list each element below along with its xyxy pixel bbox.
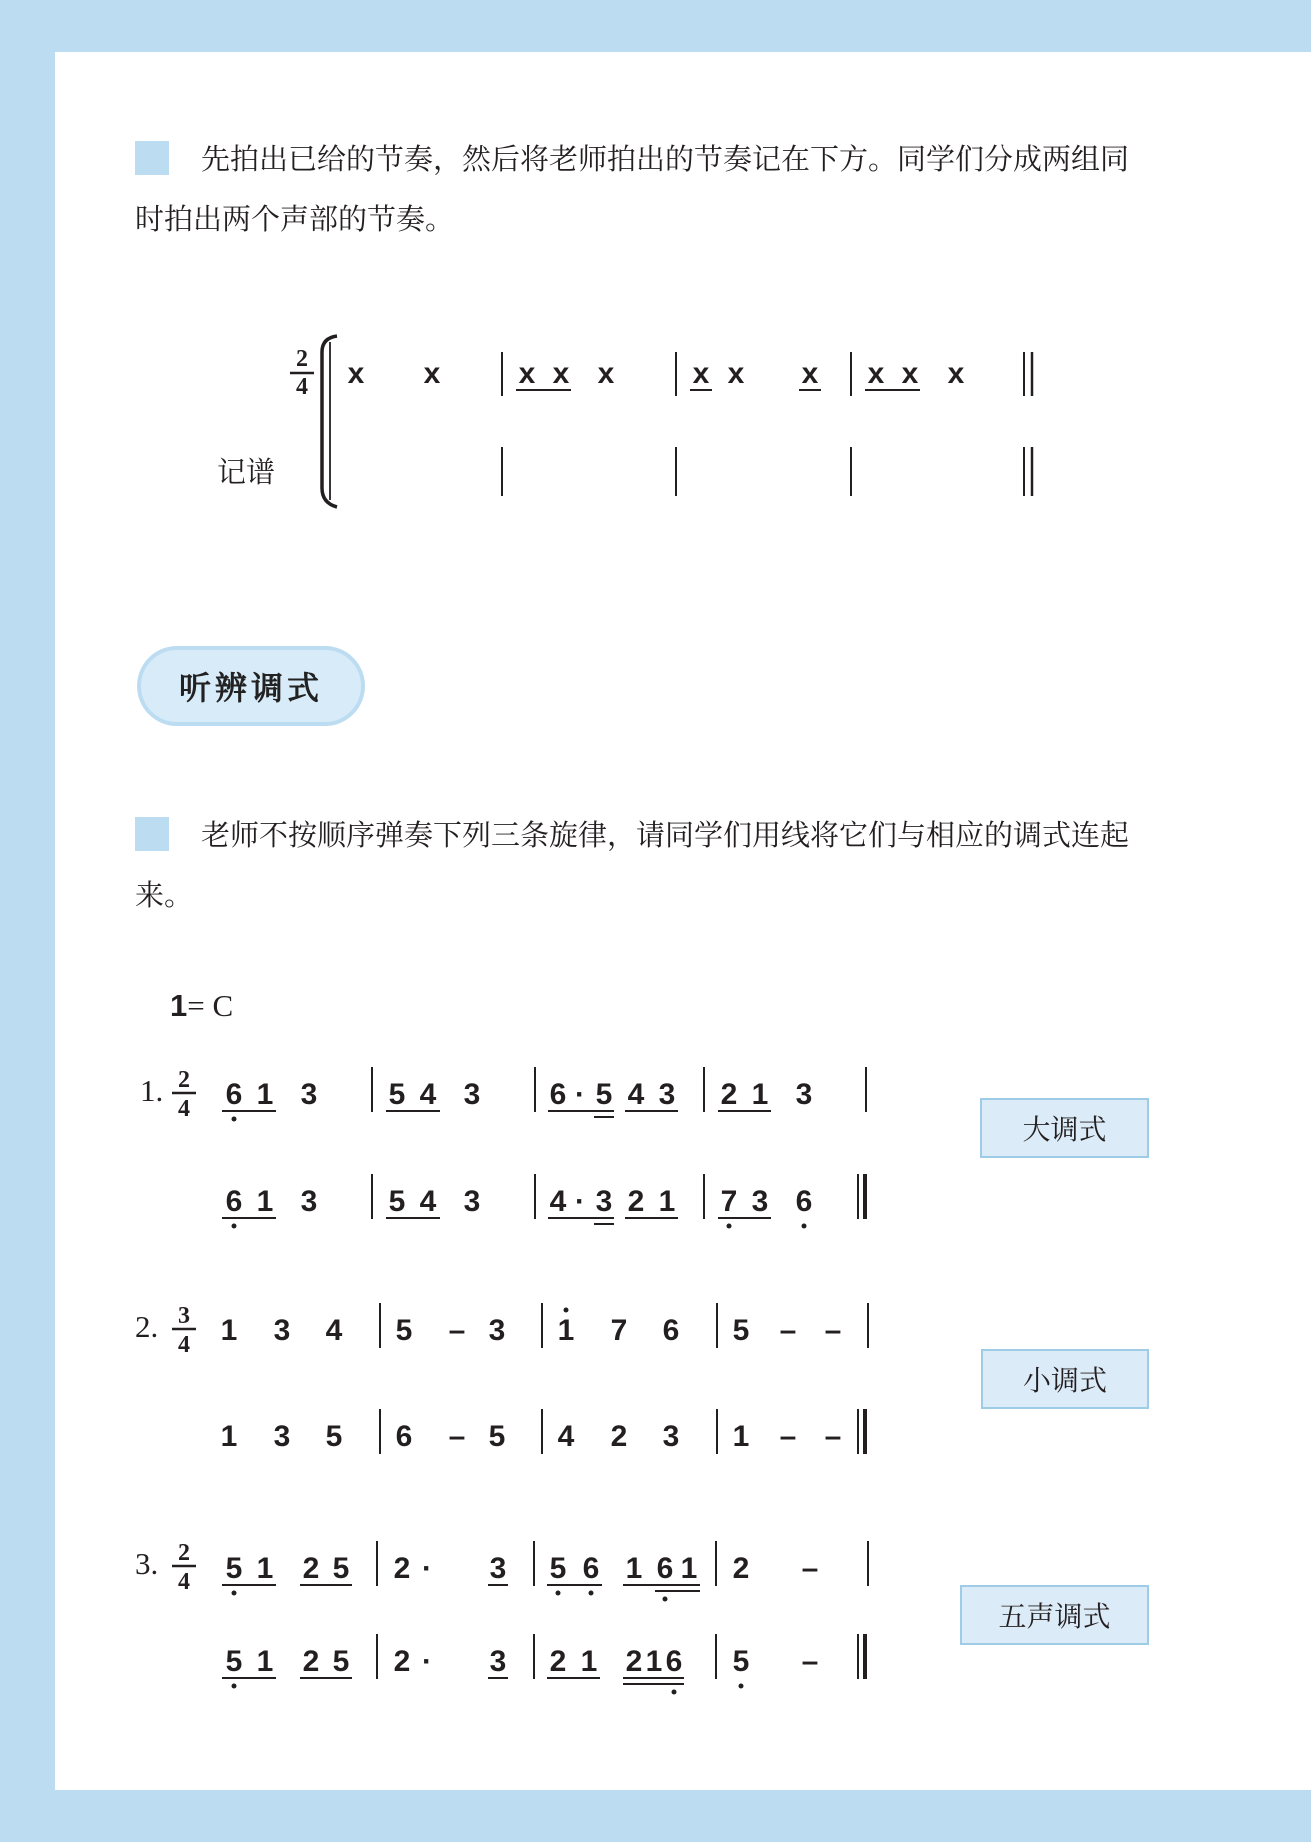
rhythm-note: x [552, 357, 570, 390]
svg-text:6: 6 [549, 1078, 567, 1111]
svg-text:1: 1 [732, 1420, 750, 1453]
svg-text:5: 5 [395, 1314, 413, 1347]
melody-time-bottom: 4 [178, 1569, 190, 1595]
svg-text:4: 4 [419, 1185, 437, 1218]
svg-text:1: 1 [256, 1185, 274, 1218]
rhythm-note: x [901, 357, 919, 390]
svg-text:·: · [422, 1552, 432, 1585]
svg-text:6: 6 [225, 1078, 243, 1111]
svg-text:6: 6 [665, 1645, 683, 1678]
svg-text:7: 7 [720, 1185, 738, 1218]
svg-text:4: 4 [549, 1185, 567, 1218]
melody-1-line-2 [222, 1174, 865, 1229]
svg-text:1: 1 [658, 1185, 676, 1218]
rhythm-note: x [518, 357, 536, 390]
svg-text:–: – [448, 1420, 466, 1453]
svg-text:1: 1 [256, 1552, 274, 1585]
svg-text:3: 3 [489, 1645, 507, 1678]
svg-text:5: 5 [388, 1078, 406, 1111]
svg-text:–: – [779, 1314, 797, 1347]
svg-text:3: 3 [273, 1420, 291, 1453]
svg-text:6: 6 [582, 1552, 600, 1585]
svg-text:–: – [801, 1645, 819, 1678]
mode-box-minor[interactable]: 小调式 [981, 1349, 1149, 1409]
melody-number: 3. [135, 1546, 159, 1581]
melody-1-line-1 [222, 1067, 866, 1122]
svg-text:–: – [801, 1552, 819, 1585]
rhythm-note: x [867, 357, 885, 390]
melody-2-line-1 [221, 1303, 868, 1348]
svg-text:1: 1 [751, 1078, 769, 1111]
svg-text:2: 2 [627, 1185, 645, 1218]
svg-text:6: 6 [225, 1185, 243, 1218]
svg-text:·: · [422, 1645, 432, 1678]
melody-time-top: 2 [178, 1067, 190, 1093]
svg-text:3: 3 [795, 1078, 813, 1111]
svg-text:3: 3 [488, 1314, 506, 1347]
svg-text:5: 5 [325, 1420, 343, 1453]
svg-text:–: – [824, 1420, 842, 1453]
svg-text:·: · [575, 1078, 585, 1111]
svg-text:2: 2 [302, 1645, 320, 1678]
svg-text:2: 2 [610, 1420, 628, 1453]
melody-3 [135, 1540, 868, 1695]
svg-text:5: 5 [732, 1314, 750, 1347]
svg-text:–: – [824, 1314, 842, 1347]
svg-text:5: 5 [332, 1552, 350, 1585]
svg-text:3: 3 [658, 1078, 676, 1111]
melody-number: 1. [140, 1073, 164, 1108]
mode-box-pentatonic[interactable]: 五声调式 [960, 1585, 1149, 1645]
section-title-pill: 听辨调式 [137, 646, 365, 726]
svg-text:2: 2 [393, 1552, 411, 1585]
melody-3-line-2 [222, 1634, 865, 1695]
exercise1-text: 先拍出已给的节奏，然后将老师拍出的节奏记在下方。同学们分成两组同时拍出两个声部的节奏。 [135, 144, 1130, 236]
svg-text:1: 1 [580, 1645, 598, 1678]
svg-text:7: 7 [610, 1314, 628, 1347]
svg-text:5: 5 [225, 1552, 243, 1585]
svg-text:–: – [779, 1420, 797, 1453]
exercise2-text: 老师不按顺序弹奏下列三条旋律，请同学们用线将它们与相应的调式连起来。 [135, 820, 1130, 912]
svg-text:6: 6 [656, 1552, 674, 1585]
rhythm-note: x [692, 357, 710, 390]
svg-text:5: 5 [595, 1078, 613, 1111]
key-tonic: 1 [170, 988, 188, 1023]
svg-text:4: 4 [419, 1078, 437, 1111]
svg-text:·: · [575, 1185, 585, 1218]
melody-time-top: 2 [178, 1540, 190, 1566]
melody-2-line-2 [221, 1409, 865, 1454]
svg-text:1: 1 [220, 1314, 238, 1347]
svg-text:5: 5 [332, 1645, 350, 1678]
svg-text:5: 5 [549, 1552, 567, 1585]
svg-text:3: 3 [463, 1185, 481, 1218]
svg-text:–: – [448, 1314, 466, 1347]
melody-number: 2. [135, 1309, 159, 1344]
svg-text:2: 2 [549, 1645, 567, 1678]
mode-box-major[interactable]: 大调式 [980, 1098, 1149, 1158]
svg-text:1: 1 [256, 1078, 274, 1111]
svg-text:3: 3 [489, 1552, 507, 1585]
rhythm-note: x [801, 357, 819, 390]
rhythm-note: x [947, 357, 965, 390]
svg-text:3: 3 [463, 1078, 481, 1111]
svg-text:1: 1 [557, 1314, 575, 1347]
svg-text:1: 1 [625, 1552, 643, 1585]
svg-text:5: 5 [225, 1645, 243, 1678]
notation-label: 记谱 [217, 457, 276, 489]
rhythm-note: x [423, 357, 441, 390]
svg-text:3: 3 [300, 1078, 318, 1111]
svg-text:1: 1 [256, 1645, 274, 1678]
time-sig-bottom: 4 [296, 374, 308, 400]
svg-text:4: 4 [557, 1420, 575, 1453]
svg-text:4: 4 [627, 1078, 645, 1111]
melody-1 [140, 1067, 866, 1229]
svg-text:2: 2 [393, 1645, 411, 1678]
melody-2 [135, 1303, 868, 1454]
svg-text:3: 3 [300, 1185, 318, 1218]
svg-text:2: 2 [732, 1552, 750, 1585]
svg-text:2: 2 [625, 1645, 643, 1678]
svg-text:5: 5 [732, 1645, 750, 1678]
svg-text:1: 1 [680, 1552, 698, 1585]
svg-text:2: 2 [302, 1552, 320, 1585]
melody-time-bottom: 4 [178, 1096, 190, 1122]
melody-time-top: 3 [178, 1303, 190, 1329]
svg-text:4: 4 [325, 1314, 343, 1347]
melody-time-bottom: 4 [178, 1332, 190, 1358]
svg-text:5: 5 [388, 1185, 406, 1218]
svg-text:3: 3 [273, 1314, 291, 1347]
svg-text:3: 3 [595, 1185, 613, 1218]
svg-text:6: 6 [662, 1314, 680, 1347]
svg-text:5: 5 [488, 1420, 506, 1453]
svg-text:6: 6 [795, 1185, 813, 1218]
rhythm-note: x [727, 357, 745, 390]
svg-text:6: 6 [395, 1420, 413, 1453]
time-sig-top: 2 [296, 346, 308, 372]
svg-text:2: 2 [720, 1078, 738, 1111]
svg-text:3: 3 [662, 1420, 680, 1453]
rhythm-note: x [347, 357, 365, 390]
svg-text:1: 1 [220, 1420, 238, 1453]
melody-3-line-1 [222, 1541, 868, 1602]
svg-text:1: 1 [645, 1645, 663, 1678]
rhythm-note: x [597, 357, 615, 390]
svg-text:3: 3 [751, 1185, 769, 1218]
key-eq: = C [187, 988, 234, 1023]
